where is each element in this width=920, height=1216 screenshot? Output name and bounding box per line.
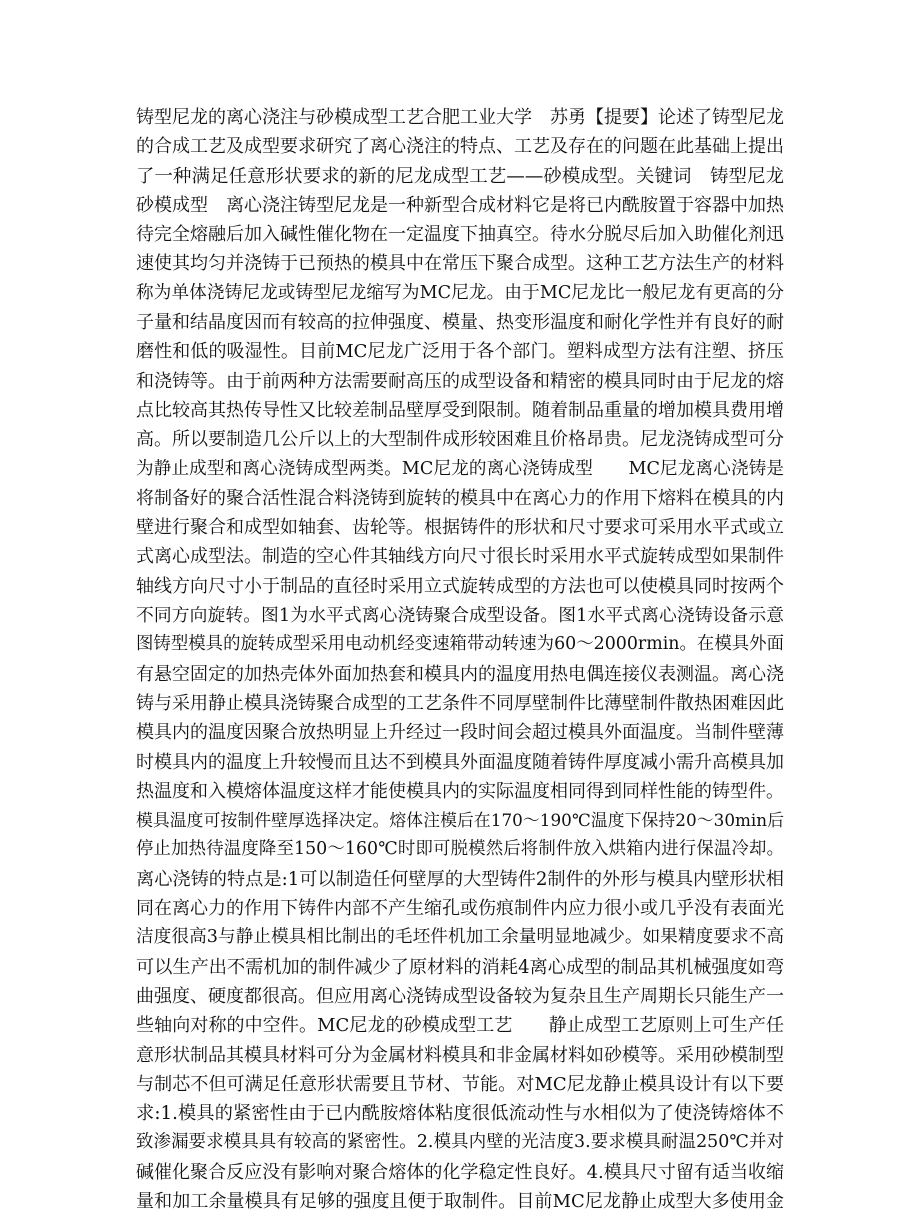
text-line-21: 铸与采用静止模具浇铸聚合成型的工艺条件不同厚壁制件比薄壁制件散热困难因此 xyxy=(136,692,784,714)
text-line-15: 壁进行聚合和成型如轴套、齿轮等。根据铸件的形状和尺寸要求可采用水平式或立 xyxy=(136,517,784,539)
text-line-19: 图铸型模具的旋转成型采用电动机经变速箱带动转速为60～2000rmin。在模具外面 xyxy=(136,634,784,655)
text-line-8: 子量和结晶度因而有较高的拉伸强度、模量、热变形温度和耐化学性并有良好的耐 xyxy=(136,312,784,334)
text-line-30: 可以生产出不需机加的制件减少了原材料的消耗4离心成型的制品其机械强度如弯 xyxy=(136,956,784,978)
text-line-29: 洁度很高3与静止模具相比制出的毛坯件机加工余量明显地减少。如果精度要求不高 xyxy=(136,927,784,948)
text-line-26: 停止加热待温度降至150～160℃时即可脱模然后将制件放入烘箱内进行保温冷却。 xyxy=(136,839,784,860)
text-line-3: 了一种满足任意形状要求的新的尼龙成型工艺——砂模成型。关键词 铸型尼龙 xyxy=(136,165,784,187)
text-line-13: 为静止成型和离心浇铸成型两类。MC尼龙的离心浇铸成型 MC尼龙离心浇铸是 xyxy=(136,458,784,479)
text-line-20: 有悬空固定的加热壳体外面加热套和模具内的温度用热电偶连接仪表测温。离心浇 xyxy=(136,663,784,685)
text-line-5: 待完全熔融后加入碱性催化物在一定温度下抽真空。待水分脱尽后加入助催化剂迅 xyxy=(136,224,784,246)
text-line-10: 和浇铸等。由于前两种方法需要耐高压的成型设备和精密的模具同时由于尼龙的熔 xyxy=(136,370,784,392)
text-line-14: 将制备好的聚合活性混合料浇铸到旋转的模具中在离心力的作用下熔料在模具的内 xyxy=(136,487,784,509)
text-line-37: 碱催化聚合反应没有影响对聚合熔体的化学稳定性良好。4.模具尺寸留有适当收缩 xyxy=(136,1161,784,1183)
article-body xyxy=(136,103,784,1216)
text-line-1: 铸型尼龙的离心浇注与砂模成型工艺合肥工业大学 苏勇【提要】论述了铸型尼龙 xyxy=(136,107,784,128)
text-line-9: 磨性和低的吸湿性。目前MC尼龙广泛用于各个部门。塑料成型方法有注塑、挤压 xyxy=(136,341,784,363)
text-line-27: 离心浇铸的特点是:1可以制造任何壁厚的大型铸件2制件的外形与模具内壁形状相 xyxy=(136,868,784,890)
text-line-12: 高。所以要制造几公斤以上的大型制件成形较困难且价格昂贵。尼龙浇铸成型可分 xyxy=(136,429,784,451)
text-line-28: 同在离心力的作用下铸件内部不产生缩孔或伤痕制件内应力很小或几乎没有表面光 xyxy=(136,898,784,920)
text-line-11: 点比较高其热传导性又比较差制品壁厚受到限制。随着制品重量的增加模具费用增 xyxy=(136,399,784,421)
text-line-17: 轴线方向尺寸小于制品的直径时采用立式旋转成型的方法也可以使模具同时按两个 xyxy=(136,575,784,597)
text-line-33: 意形状制品其模具材料可分为金属材料模具和非金属材料如砂模等。采用砂模制型 xyxy=(136,1044,784,1066)
text-line-35: 求:1.模具的紧密性由于已内酰胺熔体粘度很低流动性与水相似为了使浇铸熔体不 xyxy=(136,1103,784,1125)
text-line-7: 称为单体浇铸尼龙或铸型尼龙缩写为MC尼龙。由于MC尼龙比一般尼龙有更高的分 xyxy=(136,282,784,303)
text-line-25: 模具温度可按制件壁厚选择决定。熔体注模后在170～190℃温度下保持20～30min后 xyxy=(136,810,784,831)
text-line-24: 热温度和入模熔体温度这样才能使模具内的实际温度相同得到同样性能的铸型件。 xyxy=(136,780,784,802)
text-line-38: 量和加工余量模具有足够的强度且便于取制件。目前MC尼龙静止成型大多使用金 xyxy=(136,1190,784,1212)
text-line-22: 模具内的温度因聚合放热明显上升经过一段时间会超过模具外面温度。当制件壁薄 xyxy=(136,722,784,744)
text-line-34: 与制芯不但可满足任意形状需要且节材、节能。对MC尼龙静止模具设计有以下要 xyxy=(136,1073,784,1095)
text-line-6: 速使其均匀并浇铸于已预热的模具中在常压下聚合成型。这种工艺方法生产的材料 xyxy=(136,253,784,275)
text-line-36: 致渗漏要求模具具有较高的紧密性。2.模具内壁的光洁度3.要求模具耐温250℃并对 xyxy=(136,1132,784,1153)
text-line-18: 不同方向旋转。图1为水平式离心浇铸聚合成型设备。图1水平式离心浇铸设备示意 xyxy=(136,605,784,627)
text-line-4: 砂模成型 离心浇注铸型尼龙是一种新型合成材料它是将已内酰胺置于容器中加热 xyxy=(136,194,784,216)
text-line-16: 式离心成型法。制造的空心件其轴线方向尺寸很长时采用水平式旋转成型如果制件 xyxy=(136,546,784,568)
text-line-2: 的合成工艺及成型要求研究了离心浇注的特点、工艺及存在的问题在此基础上提出 xyxy=(136,136,784,158)
text-line-31: 曲强度、硬度都很高。但应用离心浇铸成型设备较为复杂且生产周期长只能生产一 xyxy=(136,985,784,1007)
text-line-32: 些轴向对称的中空件。MC尼龙的砂模成型工艺 静止成型工艺原则上可生产任 xyxy=(136,1015,784,1037)
text-line-23: 时模具内的温度上升较慢而且达不到模具外面温度随着铸件厚度减小需升高模具加 xyxy=(136,751,784,773)
